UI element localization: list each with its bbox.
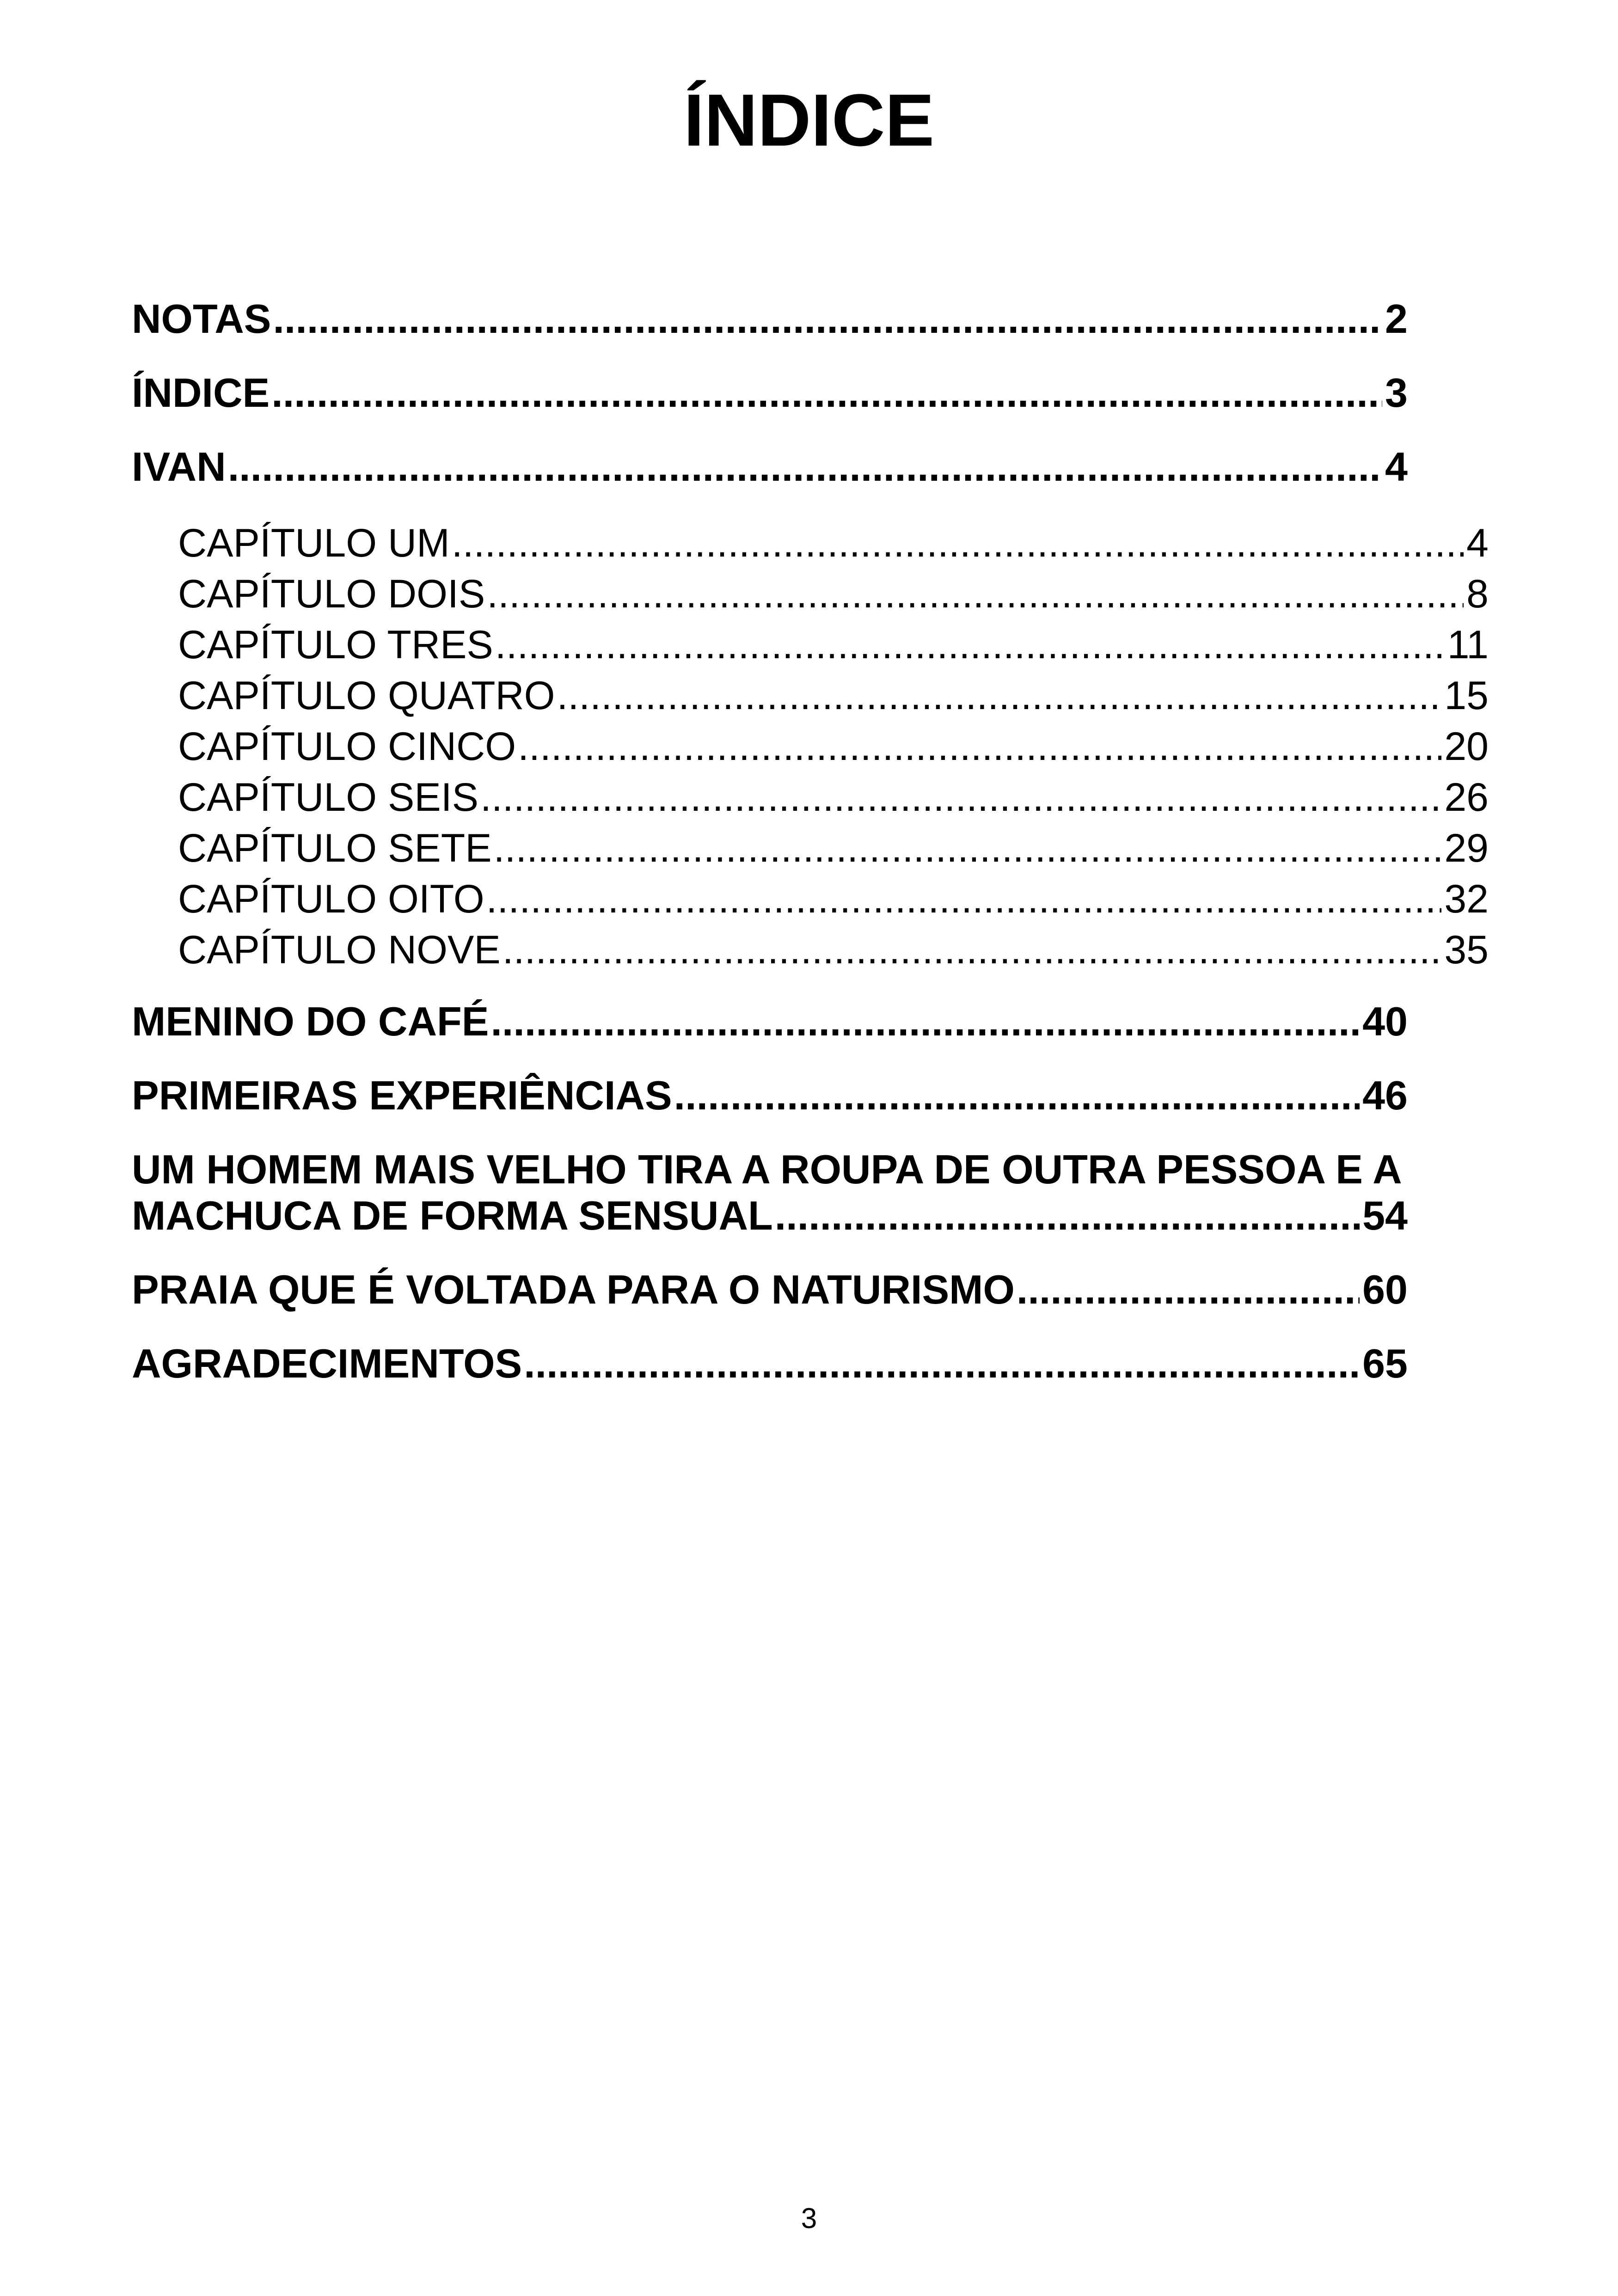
dot-leader: [271, 370, 1382, 416]
dot-leader: [518, 721, 1441, 772]
toc-entry-indice[interactable]: [132, 370, 1408, 416]
dot-leader: [495, 619, 1445, 670]
toc-entry-label: CAPÍTULO OITO: [178, 877, 484, 921]
toc-entry-page: 29: [1444, 826, 1489, 870]
toc-entry-label: PRAIA QUE É VOLTADA PARA O NATURISMO: [132, 1267, 1015, 1312]
dot-leader: [494, 823, 1442, 874]
toc-entry-label-line1: UM HOMEM MAIS VELHO TIRA A ROUPA DE OUTRA PESSOA E A: [132, 1146, 1402, 1192]
toc-entry-label: NOTAS: [132, 296, 271, 342]
toc-entry-page: 35: [1444, 928, 1489, 972]
toc-entry-label: CAPÍTULO TRES: [178, 623, 493, 667]
toc-entry-capitulo-tres[interactable]: [178, 619, 1489, 670]
toc-entry-ivan[interactable]: [132, 444, 1408, 490]
toc-entry-page: 20: [1444, 724, 1489, 769]
toc-entry-page: 4: [1466, 521, 1489, 565]
dot-leader: [524, 1341, 1360, 1387]
toc-entry-capitulo-sete[interactable]: [178, 823, 1489, 874]
toc-entry-label: PRIMEIRAS EXPERIÊNCIAS: [132, 1072, 672, 1118]
toc-entry-agradecimentos[interactable]: [132, 1341, 1408, 1387]
dot-leader: [487, 569, 1464, 619]
toc-entry-capitulo-um[interactable]: [178, 518, 1489, 569]
dot-leader: [273, 296, 1382, 342]
toc-entry-page: 3: [1385, 370, 1408, 416]
toc-entry-primeiras-experiencias[interactable]: [132, 1072, 1408, 1119]
dot-leader: [674, 1072, 1360, 1119]
toc-entry-label: CAPÍTULO NOVE: [178, 928, 501, 972]
dot-leader: [1017, 1267, 1360, 1313]
toc-entry-label: AGRADECIMENTOS: [132, 1341, 522, 1386]
dot-leader: [503, 925, 1442, 975]
dot-leader: [228, 444, 1382, 490]
toc-entry-page: 60: [1362, 1267, 1408, 1312]
toc-entry-label: CAPÍTULO SETE: [178, 826, 492, 870]
toc-entry-page: 40: [1362, 998, 1408, 1044]
toc-entry-page: 65: [1362, 1341, 1408, 1386]
toc-entry-um-homem-mais-velho[interactable]: [132, 1146, 1408, 1239]
toc-entry-label: CAPÍTULO QUATRO: [178, 673, 555, 718]
toc-entry-label: CAPÍTULO DOIS: [178, 572, 485, 616]
toc-entry-capitulo-nove[interactable]: [178, 925, 1489, 975]
dot-leader: [452, 518, 1464, 569]
toc-entry-label: CAPÍTULO SEIS: [178, 775, 478, 820]
toc-entry-page: 11: [1447, 623, 1489, 667]
toc-entry-label: MACHUCA DE FORMA SENSUAL: [132, 1193, 773, 1238]
page-title: ÍNDICE: [683, 79, 935, 161]
toc-entry-page: 54: [1362, 1193, 1408, 1238]
dot-leader: [480, 772, 1441, 823]
dot-leader: [486, 874, 1442, 925]
toc-entry-notas[interactable]: [132, 296, 1408, 342]
page-number: 3: [801, 2203, 817, 2235]
toc-entry-label: CAPÍTULO CINCO: [178, 724, 516, 769]
dot-leader: [490, 998, 1360, 1045]
toc-entry-menino-do-cafe[interactable]: [132, 998, 1408, 1045]
toc-entry-label: CAPÍTULO UM: [178, 521, 450, 565]
toc-entry-capitulo-quatro[interactable]: [178, 670, 1489, 721]
toc-entry-capitulo-seis[interactable]: [178, 772, 1489, 823]
dot-leader: [557, 670, 1442, 721]
toc-entry-page: 26: [1444, 775, 1489, 820]
toc-entry-capitulo-oito[interactable]: [178, 874, 1489, 925]
dot-leader: [775, 1193, 1360, 1239]
toc-entry-page: 2: [1385, 296, 1408, 342]
toc-entry-page: 15: [1444, 673, 1489, 718]
toc-entry-page: 4: [1385, 444, 1408, 490]
toc-entry-label: ÍNDICE: [132, 370, 270, 416]
toc-entry-page: 32: [1444, 877, 1489, 921]
toc-entry-page: 8: [1466, 572, 1489, 616]
toc-entry-page: 46: [1362, 1072, 1408, 1118]
toc-entry-label: MENINO DO CAFÉ: [132, 998, 489, 1044]
toc-entry-praia-naturismo[interactable]: [132, 1267, 1408, 1313]
toc-entry-capitulo-dois[interactable]: [178, 569, 1489, 619]
toc-entry-capitulo-cinco[interactable]: [178, 721, 1489, 772]
toc-entry-label: IVAN: [132, 444, 226, 490]
